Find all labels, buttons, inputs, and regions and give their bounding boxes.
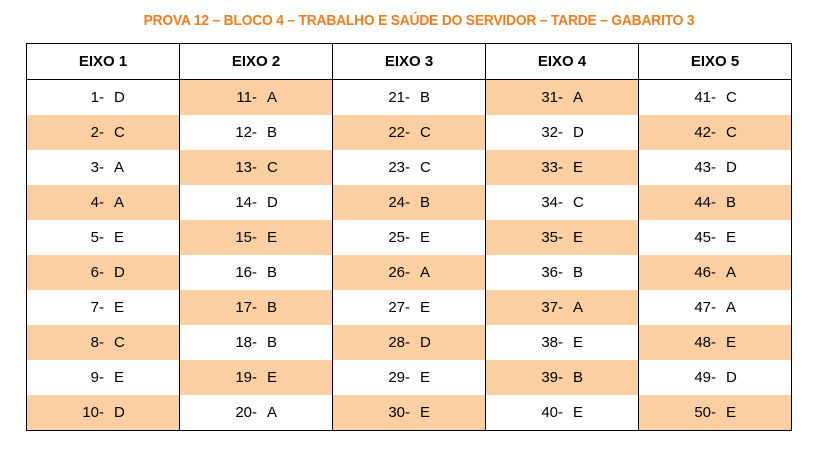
answer-cell — [639, 115, 792, 150]
answer-cell — [639, 185, 792, 220]
answer-cell — [27, 360, 180, 395]
answer-cell-content — [639, 150, 791, 185]
answer-cell — [639, 150, 792, 185]
answer-letter: B — [420, 194, 431, 211]
answer-letter: A — [267, 89, 278, 106]
question-number: 11- — [236, 89, 257, 106]
answer-letter: D — [114, 89, 125, 106]
question-number: 20- — [235, 404, 257, 421]
answer-letter: C — [420, 124, 431, 141]
answer-cell-content — [180, 220, 332, 255]
question-number: 8- — [90, 334, 104, 351]
answer-letter: E — [267, 229, 278, 246]
answer-cell — [27, 115, 180, 150]
question-number: 45- — [694, 229, 716, 246]
question-number: 42- — [694, 124, 716, 141]
answer-cell — [27, 255, 180, 290]
question-number: 22- — [388, 124, 410, 141]
answer-cell-content — [180, 150, 332, 185]
answer-cell — [27, 220, 180, 255]
question-number: 34- — [541, 194, 563, 211]
answer-cell-content — [27, 220, 179, 255]
answer-cell-content — [639, 220, 791, 255]
answer-cell — [333, 185, 486, 220]
question-number: 16- — [235, 264, 257, 281]
answer-cell-content — [333, 115, 485, 150]
question-number: 14- — [235, 194, 257, 211]
answer-cell-content — [639, 395, 791, 430]
answer-letter: D — [114, 264, 125, 281]
answer-cell-content — [27, 290, 179, 325]
answer-cell — [333, 360, 486, 395]
answer-letter: B — [267, 334, 278, 351]
question-number: 38- — [541, 334, 563, 351]
answer-letter: E — [726, 404, 737, 421]
question-number: 25- — [388, 229, 410, 246]
question-number: 36- — [541, 264, 563, 281]
answer-cell — [486, 80, 639, 116]
answer-cell — [486, 185, 639, 220]
table-row — [27, 395, 792, 431]
question-number: 2- — [90, 124, 104, 141]
table-row — [27, 255, 792, 290]
answer-letter: C — [420, 159, 431, 176]
column-header-eixo-2: EIXO 2 — [180, 44, 333, 80]
answer-cell-content — [333, 360, 485, 395]
question-number: 29- — [388, 369, 410, 386]
question-number: 24- — [388, 194, 410, 211]
answer-letter: E — [114, 369, 125, 386]
answer-cell — [333, 115, 486, 150]
column-header-eixo-1: EIXO 1 — [27, 44, 180, 80]
answer-cell-content — [27, 150, 179, 185]
answer-cell — [333, 290, 486, 325]
answer-letter: E — [420, 229, 431, 246]
answer-cell-content — [27, 115, 179, 150]
table-row — [27, 150, 792, 185]
answer-key-table — [26, 43, 792, 431]
answer-cell-content — [27, 325, 179, 360]
answer-letter: E — [573, 404, 584, 421]
answer-letter: E — [573, 334, 584, 351]
question-number: 37- — [541, 299, 563, 316]
answer-cell-content — [180, 80, 332, 115]
answer-letter: E — [573, 229, 584, 246]
answer-letter: B — [267, 299, 278, 316]
table-row — [27, 115, 792, 150]
answer-cell — [639, 360, 792, 395]
answer-cell-content — [333, 150, 485, 185]
answer-cell-content — [639, 80, 791, 115]
column-header-eixo-5: EIXO 5 — [639, 44, 792, 80]
answer-cell-content — [180, 115, 332, 150]
answer-cell — [27, 395, 180, 431]
answer-cell — [180, 220, 333, 255]
question-number: 47- — [694, 299, 716, 316]
question-number: 30- — [388, 404, 410, 421]
answer-cell-content — [486, 255, 638, 290]
question-number: 41- — [694, 89, 716, 106]
answer-letter: B — [726, 194, 737, 211]
question-number: 46- — [694, 264, 716, 281]
answer-letter: A — [573, 89, 584, 106]
answer-cell — [180, 290, 333, 325]
answer-cell — [180, 360, 333, 395]
table-row — [27, 360, 792, 395]
answer-letter: A — [114, 159, 125, 176]
answer-cell — [180, 115, 333, 150]
question-number: 4- — [90, 194, 104, 211]
answer-letter: A — [114, 194, 125, 211]
question-number: 3- — [90, 159, 104, 176]
answer-letter: E — [267, 369, 278, 386]
answer-letter: E — [114, 299, 125, 316]
answer-cell-content — [27, 360, 179, 395]
answer-letter: B — [420, 89, 431, 106]
question-number: 32- — [541, 124, 563, 141]
answer-letter: C — [267, 159, 278, 176]
question-number: 18- — [235, 334, 257, 351]
answer-cell — [180, 395, 333, 431]
question-number: 7- — [90, 299, 104, 316]
answer-cell — [180, 150, 333, 185]
answer-rows — [27, 80, 792, 431]
answer-cell-content — [639, 115, 791, 150]
answer-letter: A — [726, 299, 737, 316]
answer-cell — [333, 325, 486, 360]
answer-cell-content — [639, 360, 791, 395]
table-row — [27, 290, 792, 325]
answer-cell — [333, 395, 486, 431]
question-number: 10- — [82, 404, 104, 421]
answer-cell — [27, 290, 180, 325]
question-number: 17- — [235, 299, 257, 316]
answer-cell-content — [486, 395, 638, 430]
answer-letter: A — [726, 264, 737, 281]
table-row — [27, 325, 792, 360]
answer-letter: C — [114, 334, 125, 351]
question-number: 21- — [388, 89, 410, 106]
answer-cell — [486, 325, 639, 360]
answer-cell-content — [333, 220, 485, 255]
answer-cell — [639, 80, 792, 116]
answer-cell — [333, 150, 486, 185]
question-number: 39- — [541, 369, 563, 386]
question-number: 1- — [90, 89, 104, 106]
answer-cell — [180, 255, 333, 290]
question-number: 35- — [541, 229, 563, 246]
answer-letter: E — [420, 404, 431, 421]
answer-cell-content — [486, 80, 638, 115]
answer-cell — [333, 220, 486, 255]
question-number: 19- — [235, 369, 257, 386]
answer-cell-content — [180, 290, 332, 325]
question-number: 9- — [90, 369, 104, 386]
answer-cell — [639, 255, 792, 290]
answer-cell-content — [333, 80, 485, 115]
answer-letter: B — [267, 264, 278, 281]
answer-cell — [486, 115, 639, 150]
answer-letter: B — [573, 264, 584, 281]
answer-letter: E — [726, 334, 737, 351]
answer-cell — [180, 325, 333, 360]
table-row — [27, 80, 792, 116]
question-number: 50- — [694, 404, 716, 421]
question-number: 33- — [541, 159, 563, 176]
answer-cell — [333, 255, 486, 290]
answer-letter: A — [267, 404, 278, 421]
answer-cell — [180, 185, 333, 220]
question-number: 27- — [388, 299, 410, 316]
column-header-eixo-4: EIXO 4 — [486, 44, 639, 80]
table-row — [27, 220, 792, 255]
answer-letter: E — [420, 369, 431, 386]
answer-cell — [486, 395, 639, 431]
answer-letter: B — [573, 369, 584, 386]
answer-cell — [486, 150, 639, 185]
answer-cell — [486, 360, 639, 395]
question-number: 15- — [235, 229, 257, 246]
answer-cell — [27, 325, 180, 360]
answer-cell-content — [486, 325, 638, 360]
answer-cell-content — [180, 325, 332, 360]
answer-letter: E — [726, 229, 737, 246]
answer-cell-content — [486, 150, 638, 185]
answer-cell-content — [333, 395, 485, 430]
question-number: 12- — [235, 124, 257, 141]
answer-letter: D — [726, 369, 737, 386]
answer-cell-content — [639, 185, 791, 220]
answer-letter: C — [114, 124, 125, 141]
answer-cell — [486, 290, 639, 325]
answer-cell-content — [639, 255, 791, 290]
answer-cell-content — [486, 220, 638, 255]
answer-cell-content — [639, 290, 791, 325]
answer-cell-content — [333, 185, 485, 220]
answer-letter: A — [573, 299, 584, 316]
answer-cell-content — [486, 290, 638, 325]
answer-letter: E — [573, 159, 584, 176]
question-number: 49- — [694, 369, 716, 386]
answer-cell — [27, 80, 180, 116]
question-number: 23- — [388, 159, 410, 176]
question-number: 26- — [388, 264, 410, 281]
answer-letter: C — [726, 124, 737, 141]
answer-letter: D — [573, 124, 584, 141]
answer-cell-content — [333, 325, 485, 360]
answer-letter: A — [420, 264, 431, 281]
answer-cell-content — [486, 185, 638, 220]
question-number: 48- — [694, 334, 716, 351]
answer-cell — [639, 220, 792, 255]
question-number: 13- — [235, 159, 257, 176]
answer-cell-content — [486, 115, 638, 150]
question-number: 5- — [90, 229, 104, 246]
answer-cell-content — [333, 255, 485, 290]
answer-letter: C — [573, 194, 584, 211]
answer-cell-content — [27, 80, 179, 115]
answer-cell — [639, 325, 792, 360]
answer-letter: D — [267, 194, 278, 211]
page-title: PROVA 12 – BLOCO 4 – TRABALHO E SAÚDE DO SERVIDOR – TARDE – GABARITO 3 — [143, 12, 695, 29]
answer-cell-content — [180, 395, 332, 430]
answer-cell — [639, 395, 792, 431]
answer-cell — [486, 220, 639, 255]
answer-letter: E — [420, 299, 431, 316]
answer-cell-content — [639, 325, 791, 360]
answer-letter: D — [114, 404, 125, 421]
answer-cell — [180, 80, 333, 116]
question-number: 40- — [541, 404, 563, 421]
answer-letter: D — [420, 334, 431, 351]
answer-cell-content — [333, 290, 485, 325]
answer-letter: E — [114, 229, 125, 246]
answer-cell-content — [27, 255, 179, 290]
answer-cell-content — [180, 255, 332, 290]
answer-letter: D — [726, 159, 737, 176]
answer-cell-content — [486, 360, 638, 395]
answer-cell-content — [27, 185, 179, 220]
question-number: 31- — [541, 89, 563, 106]
answer-cell-content — [180, 360, 332, 395]
answer-letter: C — [726, 89, 737, 106]
answer-cell — [27, 150, 180, 185]
table-row — [27, 185, 792, 220]
answer-cell-content — [180, 185, 332, 220]
answer-letter: B — [267, 124, 278, 141]
question-number: 44- — [694, 194, 716, 211]
question-number: 28- — [388, 334, 410, 351]
question-number: 43- — [694, 159, 716, 176]
column-header-eixo-3: EIXO 3 — [333, 44, 486, 80]
question-number: 6- — [90, 264, 104, 281]
answer-cell — [333, 80, 486, 116]
header-row — [27, 44, 792, 80]
answer-cell — [27, 185, 180, 220]
answer-cell-content — [27, 395, 179, 430]
answer-cell — [639, 290, 792, 325]
answer-cell — [486, 255, 639, 290]
